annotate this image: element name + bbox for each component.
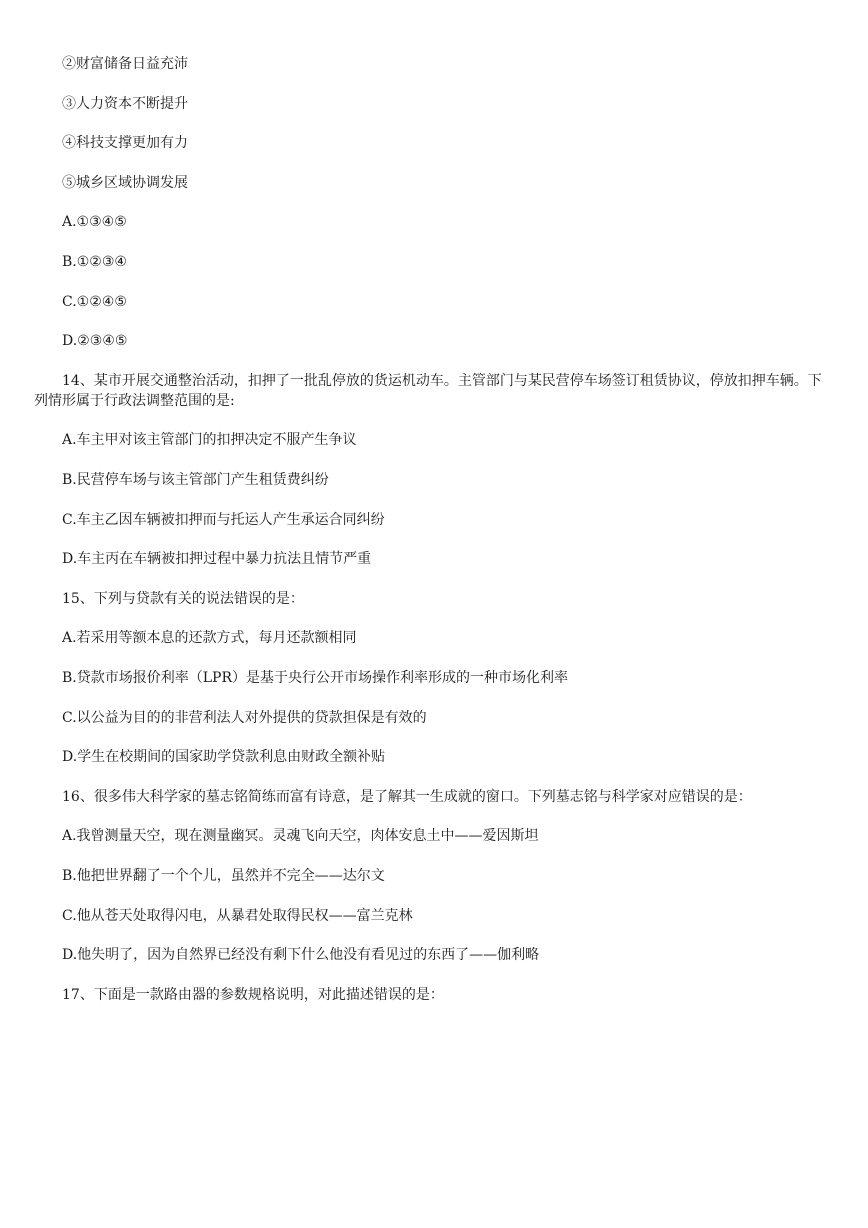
q16-choice-d: D.他失明了，因为自然界已经没有剩下什么他没有看见过的东西了——伽利略 — [62, 947, 540, 963]
q14-choice-a: A.车主甲对该主管部门的扣押决定不服产生争议 — [62, 432, 357, 448]
q15-choice-b: B.贷款市场报价利率（LPR）是基于央行公开市场操作利率形成的一种市场化利率 — [62, 670, 568, 686]
q15-choice-d: D.学生在校期间的国家助学贷款利息由财政全额补贴 — [62, 749, 386, 765]
q14-choice-c: C.车主乙因车辆被扣押而与托运人产生承运合同纠纷 — [62, 512, 385, 528]
q16-choice-c: C.他从苍天处取得闪电，从暴君处取得民权——富兰克林 — [62, 908, 413, 924]
q16-choice-a: A.我曾测量天空，现在测量幽冥。灵魂飞向天空，肉体安息土中——爱因斯坦 — [62, 828, 539, 844]
option-item: ④科技支撑更加有力 — [62, 135, 188, 151]
option-item: ⑤城乡区域协调发展 — [62, 175, 188, 191]
q13-choice-a: A.①③④⑤ — [62, 214, 127, 230]
q14-choice-b: B.民营停车场与该主管部门产生租赁费纠纷 — [62, 472, 329, 488]
q14-stem: 14、某市开展交通整治活动，扣押了一批乱停放的货运机动车。主管部门与某民营停车场签订租赁协议，停放扣押车辆。下列情形属于行政法调整范围的是: — [34, 373, 822, 409]
q15-stem: 15、下列与贷款有关的说法错误的是： — [62, 591, 304, 607]
q16-stem: 16、很多伟大科学家的墓志铭简练而富有诗意，是了解其一生成就的窗口。下列墓志铭与科学家对应错误的是： — [62, 789, 752, 805]
q13-choice-d: D.②③④⑤ — [62, 333, 128, 349]
q16-choice-b: B.他把世界翻了一个个儿，虽然并不完全——达尔文 — [62, 868, 385, 884]
q13-choice-c: C.①②④⑤ — [62, 294, 127, 310]
q15-choice-a: A.若采用等额本息的还款方式，每月还款额相同 — [62, 630, 357, 646]
option-item: ②财富储备日益充沛 — [62, 56, 188, 72]
q13-choice-b: B.①②③④ — [62, 254, 127, 270]
q14-choice-d: D.车主丙在车辆被扣押过程中暴力抗法且情节严重 — [62, 551, 372, 567]
q17-stem: 17、下面是一款路由器的参数规格说明，对此描述错误的是： — [62, 987, 444, 1003]
option-item: ③人力资本不断提升 — [62, 96, 188, 112]
q15-choice-c: C.以公益为目的的非营利法人对外提供的贷款担保是有效的 — [62, 710, 427, 726]
